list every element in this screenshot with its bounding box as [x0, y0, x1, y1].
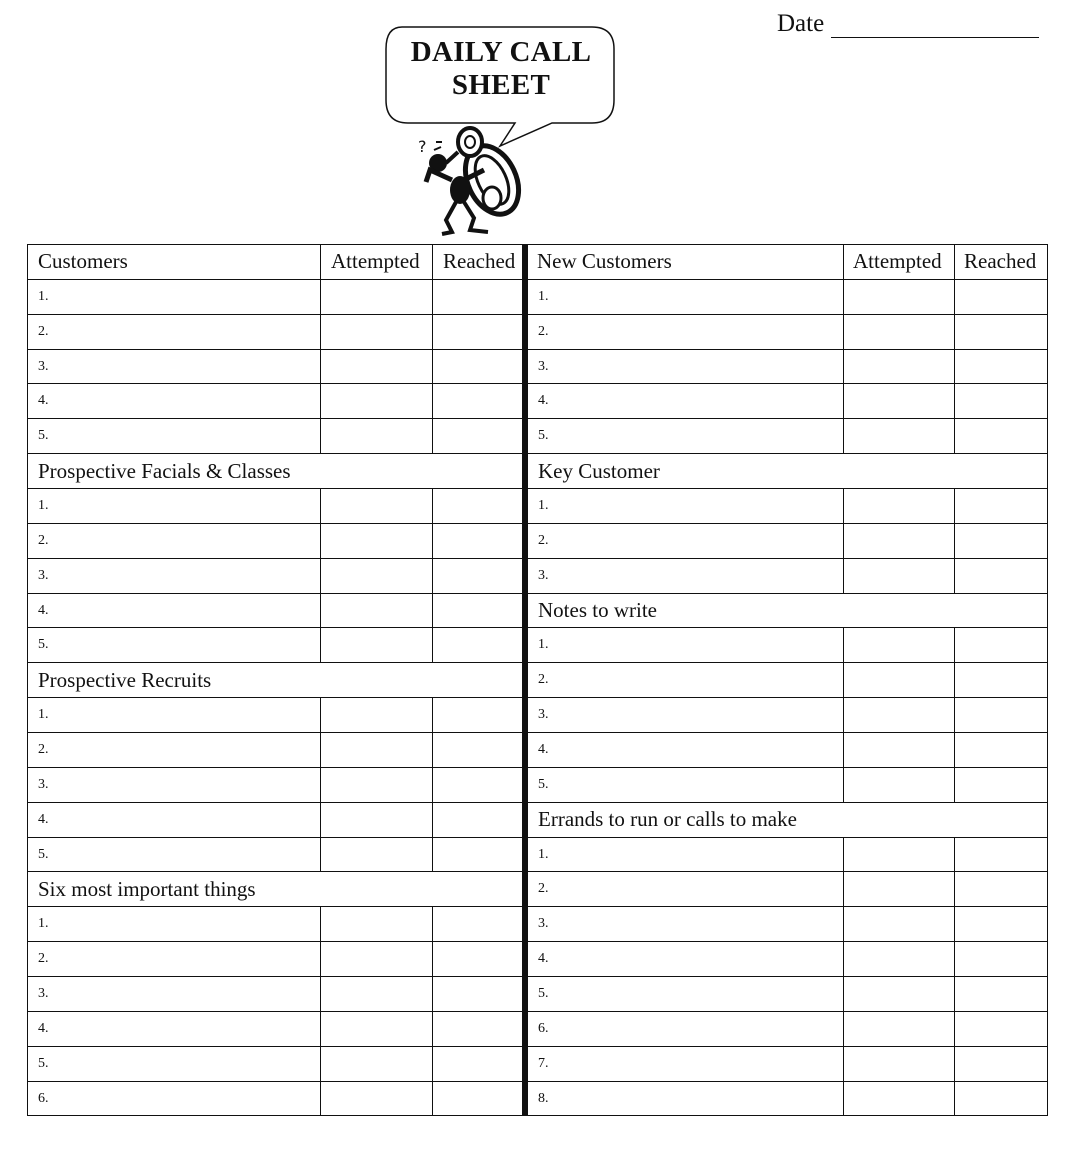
entry-field[interactable] — [28, 350, 321, 384]
table-row — [28, 419, 526, 454]
attempted-checkbox[interactable] — [844, 872, 955, 906]
row-number: 4. — [38, 811, 49, 827]
attempted-checkbox[interactable] — [844, 559, 955, 593]
table-header-row — [28, 245, 526, 280]
row-number: 4. — [38, 1020, 49, 1036]
attempted-checkbox[interactable] — [321, 733, 433, 767]
reached-checkbox[interactable] — [433, 838, 525, 872]
attempted-checkbox[interactable] — [844, 1047, 955, 1081]
table-row — [528, 559, 1047, 594]
row-number: 4. — [538, 393, 549, 409]
attempted-checkbox[interactable] — [321, 803, 433, 837]
reached-checkbox[interactable] — [433, 907, 525, 941]
attempted-checkbox[interactable] — [321, 489, 433, 523]
attempted-checkbox[interactable] — [844, 942, 955, 976]
entry-field[interactable] — [28, 1082, 321, 1116]
table-row — [28, 280, 526, 315]
entry-field[interactable] — [528, 280, 844, 314]
entry-field[interactable] — [528, 733, 844, 767]
right-call-table — [527, 244, 1048, 1116]
entry-field[interactable] — [28, 1012, 321, 1046]
table-row — [528, 1047, 1047, 1082]
section-title: Notes to write — [538, 598, 657, 623]
attempted-checkbox[interactable] — [321, 838, 433, 872]
reached-checkbox[interactable] — [433, 628, 525, 662]
column-header-attempted: Attempted — [844, 245, 955, 279]
row-number: 5. — [538, 428, 549, 444]
reached-checkbox[interactable] — [433, 489, 525, 523]
attempted-checkbox[interactable] — [321, 768, 433, 802]
section-title: Key Customer — [538, 458, 660, 483]
reached-checkbox[interactable] — [955, 838, 1046, 872]
table-row — [528, 315, 1047, 350]
reached-checkbox[interactable] — [433, 1047, 525, 1081]
row-number: 3. — [38, 358, 49, 374]
section-title: Prospective Recruits — [38, 667, 212, 692]
table-row — [28, 907, 526, 942]
attempted-checkbox[interactable] — [844, 489, 955, 523]
attempted-checkbox[interactable] — [321, 628, 433, 662]
attempted-checkbox[interactable] — [844, 838, 955, 872]
table-row — [528, 628, 1047, 663]
table-row — [528, 838, 1047, 873]
row-number: 1. — [538, 497, 549, 513]
row-number: 6. — [538, 1020, 549, 1036]
page-title — [388, 36, 614, 102]
entry-field[interactable] — [28, 768, 321, 802]
row-number: 4. — [538, 951, 549, 967]
attempted-checkbox[interactable] — [321, 419, 433, 453]
table-row — [528, 350, 1047, 385]
row-number: 1. — [38, 707, 49, 723]
section-header-row — [528, 594, 1047, 629]
reached-checkbox[interactable] — [955, 1012, 1046, 1046]
row-number: 2. — [538, 323, 549, 339]
row-number: 4. — [38, 393, 49, 409]
attempted-checkbox[interactable] — [321, 315, 433, 349]
table-row — [528, 524, 1047, 559]
row-number: 8. — [538, 1090, 549, 1106]
attempted-checkbox[interactable] — [321, 384, 433, 418]
date-label: Date — [777, 10, 825, 37]
attempted-checkbox[interactable] — [321, 524, 433, 558]
row-number: 2. — [38, 741, 49, 757]
reached-checkbox[interactable] — [433, 524, 525, 558]
entry-field[interactable] — [28, 489, 321, 523]
entry-field[interactable] — [28, 594, 321, 628]
table-row — [28, 803, 526, 838]
entry-field[interactable] — [528, 907, 844, 941]
row-number: 2. — [38, 323, 49, 339]
entry-field[interactable] — [28, 524, 321, 558]
entry-field[interactable] — [528, 384, 844, 418]
table-row — [528, 872, 1047, 907]
attempted-checkbox[interactable] — [321, 1047, 433, 1081]
row-number: 3. — [538, 358, 549, 374]
table-row — [528, 768, 1047, 803]
svg-text:?: ? — [418, 137, 427, 156]
reached-checkbox[interactable] — [955, 419, 1046, 453]
attempted-checkbox[interactable] — [321, 1082, 433, 1116]
table-row — [28, 977, 526, 1012]
row-number: 2. — [38, 951, 49, 967]
entry-field[interactable] — [28, 733, 321, 767]
row-number: 1. — [38, 497, 49, 513]
reached-checkbox[interactable] — [433, 698, 525, 732]
attempted-checkbox[interactable] — [844, 280, 955, 314]
reached-checkbox[interactable] — [433, 384, 525, 418]
entry-field[interactable] — [528, 1047, 844, 1081]
row-number: 3. — [38, 985, 49, 1001]
reached-checkbox[interactable] — [955, 559, 1046, 593]
row-number: 3. — [538, 916, 549, 932]
column-header-name: New Customers — [528, 245, 844, 279]
table-row — [528, 663, 1047, 698]
entry-field[interactable] — [28, 942, 321, 976]
reached-checkbox[interactable] — [955, 524, 1046, 558]
entry-field[interactable] — [528, 524, 844, 558]
attempted-checkbox[interactable] — [844, 1082, 955, 1116]
entry-field[interactable] — [528, 350, 844, 384]
row-number: 5. — [38, 1055, 49, 1071]
reached-checkbox[interactable] — [955, 872, 1046, 906]
row-number: 7. — [538, 1055, 549, 1071]
table-row — [28, 768, 526, 803]
reached-checkbox[interactable] — [955, 1047, 1046, 1081]
row-number: 2. — [538, 881, 549, 897]
entry-field[interactable] — [28, 384, 321, 418]
row-number: 5. — [38, 846, 49, 862]
row-number: 3. — [538, 567, 549, 583]
section-title: Errands to run or calls to make — [538, 807, 797, 832]
row-number: 4. — [538, 741, 549, 757]
column-header-reached: Reached — [964, 249, 1037, 274]
entry-field[interactable] — [28, 559, 321, 593]
table-row — [28, 628, 526, 663]
table-row — [28, 838, 526, 873]
table-row — [528, 419, 1047, 454]
row-number: 5. — [38, 637, 49, 653]
entry-field[interactable] — [28, 907, 321, 941]
entry-field[interactable] — [28, 1047, 321, 1081]
reached-checkbox[interactable] — [433, 280, 525, 314]
entry-field[interactable] — [528, 1082, 844, 1116]
row-number: 4. — [38, 602, 49, 618]
attempted-checkbox[interactable] — [321, 559, 433, 593]
entry-field[interactable] — [528, 489, 844, 523]
row-number: 1. — [538, 288, 549, 304]
reached-checkbox[interactable] — [955, 628, 1046, 662]
reached-checkbox[interactable] — [433, 977, 525, 1011]
attempted-checkbox[interactable] — [844, 419, 955, 453]
row-number: 1. — [38, 288, 49, 304]
attempted-checkbox[interactable] — [321, 1012, 433, 1046]
reached-checkbox[interactable] — [955, 315, 1046, 349]
row-number: 3. — [38, 776, 49, 792]
section-title: Prospective Facials & Classes — [38, 458, 291, 483]
entry-field[interactable] — [28, 315, 321, 349]
table-row — [28, 1012, 526, 1047]
attempted-checkbox[interactable] — [321, 977, 433, 1011]
table-row — [528, 977, 1047, 1012]
attempted-checkbox[interactable] — [321, 350, 433, 384]
entry-field[interactable] — [528, 663, 844, 697]
reached-checkbox[interactable] — [433, 350, 525, 384]
left-call-table — [27, 244, 527, 1116]
table-row — [528, 698, 1047, 733]
entry-field[interactable] — [528, 698, 844, 732]
table-row — [28, 1047, 526, 1082]
reached-checkbox[interactable] — [433, 768, 525, 802]
table-row — [28, 698, 526, 733]
reached-checkbox[interactable] — [433, 803, 525, 837]
attempted-checkbox[interactable] — [844, 977, 955, 1011]
reached-checkbox[interactable] — [433, 559, 525, 593]
title-line-2: SHEET — [451, 69, 551, 101]
entry-field[interactable] — [28, 280, 321, 314]
row-number: 5. — [538, 985, 549, 1001]
column-header-attempted: Attempted — [321, 245, 433, 279]
attempted-checkbox[interactable] — [844, 1012, 955, 1046]
entry-field[interactable] — [528, 1012, 844, 1046]
section-header-row — [28, 663, 526, 698]
reached-checkbox[interactable] — [433, 594, 525, 628]
attempted-checkbox[interactable] — [844, 733, 955, 767]
row-number: 5. — [38, 428, 49, 444]
attempted-checkbox[interactable] — [844, 524, 955, 558]
attempted-checkbox[interactable] — [321, 594, 433, 628]
attempted-checkbox[interactable] — [321, 907, 433, 941]
entry-field[interactable] — [28, 698, 321, 732]
attempted-checkbox[interactable] — [844, 628, 955, 662]
table-row — [28, 942, 526, 977]
section-title: Six most important things — [38, 876, 256, 901]
attempted-checkbox[interactable] — [844, 698, 955, 732]
table-row — [528, 489, 1047, 524]
entry-field[interactable] — [28, 628, 321, 662]
reached-checkbox[interactable] — [955, 977, 1046, 1011]
column-divider — [522, 244, 528, 1116]
reached-checkbox[interactable] — [433, 942, 525, 976]
row-number: 1. — [538, 637, 549, 653]
entry-field[interactable] — [528, 872, 844, 906]
table-row — [28, 489, 526, 524]
title-line-1: DAILY CALL — [410, 36, 592, 68]
section-header-row — [28, 872, 526, 907]
table-row — [528, 733, 1047, 768]
attempted-checkbox[interactable] — [844, 350, 955, 384]
entry-field[interactable] — [28, 803, 321, 837]
reached-checkbox[interactable] — [955, 907, 1046, 941]
row-number: 3. — [538, 707, 549, 723]
attempted-checkbox[interactable] — [844, 663, 955, 697]
row-number: 2. — [538, 672, 549, 688]
row-number: 1. — [538, 846, 549, 862]
reached-checkbox[interactable] — [955, 280, 1046, 314]
entry-field[interactable] — [528, 559, 844, 593]
reached-checkbox[interactable] — [955, 733, 1046, 767]
table-row — [528, 1012, 1047, 1047]
entry-field[interactable] — [528, 942, 844, 976]
reached-checkbox[interactable] — [955, 942, 1046, 976]
table-row — [28, 733, 526, 768]
row-number: 5. — [538, 776, 549, 792]
table-row — [28, 384, 526, 419]
entry-field[interactable] — [28, 419, 321, 453]
table-row — [528, 280, 1047, 315]
row-number: 2. — [538, 532, 549, 548]
table-row — [28, 1082, 526, 1117]
column-header-reached: Reached — [443, 249, 516, 274]
entry-field[interactable] — [528, 977, 844, 1011]
entry-field[interactable] — [528, 838, 844, 872]
table-row — [528, 942, 1047, 977]
table-row — [528, 1082, 1047, 1117]
reached-checkbox[interactable] — [433, 315, 525, 349]
column-header-name: Customers — [28, 245, 321, 279]
row-number: 6. — [38, 1090, 49, 1106]
section-header-row — [528, 803, 1047, 838]
entry-field[interactable] — [528, 628, 844, 662]
row-number: 3. — [38, 567, 49, 583]
reached-checkbox[interactable] — [955, 768, 1046, 802]
attempted-checkbox[interactable] — [844, 315, 955, 349]
reached-checkbox[interactable] — [433, 1082, 525, 1116]
reached-checkbox[interactable] — [955, 698, 1046, 732]
reached-checkbox[interactable] — [955, 1082, 1046, 1116]
table-row — [28, 594, 526, 629]
reached-checkbox[interactable] — [433, 419, 525, 453]
attempted-checkbox[interactable] — [844, 907, 955, 941]
table-row — [28, 524, 526, 559]
row-number: 2. — [38, 532, 49, 548]
section-header-row — [528, 454, 1047, 489]
entry-field[interactable] — [528, 768, 844, 802]
attempted-checkbox[interactable] — [321, 280, 433, 314]
attempted-checkbox[interactable] — [844, 384, 955, 418]
reached-checkbox[interactable] — [955, 489, 1046, 523]
title-bubble — [380, 20, 640, 242]
entry-field[interactable] — [528, 419, 844, 453]
date-field[interactable] — [831, 37, 1039, 38]
attempted-checkbox[interactable] — [321, 698, 433, 732]
entry-field[interactable] — [528, 315, 844, 349]
attempted-checkbox[interactable] — [844, 768, 955, 802]
attempted-checkbox[interactable] — [321, 942, 433, 976]
reached-checkbox[interactable] — [433, 733, 525, 767]
section-header-row — [28, 454, 526, 489]
table-row — [528, 384, 1047, 419]
table-header-row — [528, 245, 1047, 280]
entry-field[interactable] — [28, 838, 321, 872]
table-row — [28, 559, 526, 594]
table-row — [528, 907, 1047, 942]
table-row — [28, 315, 526, 350]
reached-checkbox[interactable] — [955, 663, 1046, 697]
entry-field[interactable] — [28, 977, 321, 1011]
reached-checkbox[interactable] — [955, 384, 1046, 418]
reached-checkbox[interactable] — [433, 1012, 525, 1046]
table-row — [28, 350, 526, 385]
row-number: 1. — [38, 916, 49, 932]
reached-checkbox[interactable] — [955, 350, 1046, 384]
